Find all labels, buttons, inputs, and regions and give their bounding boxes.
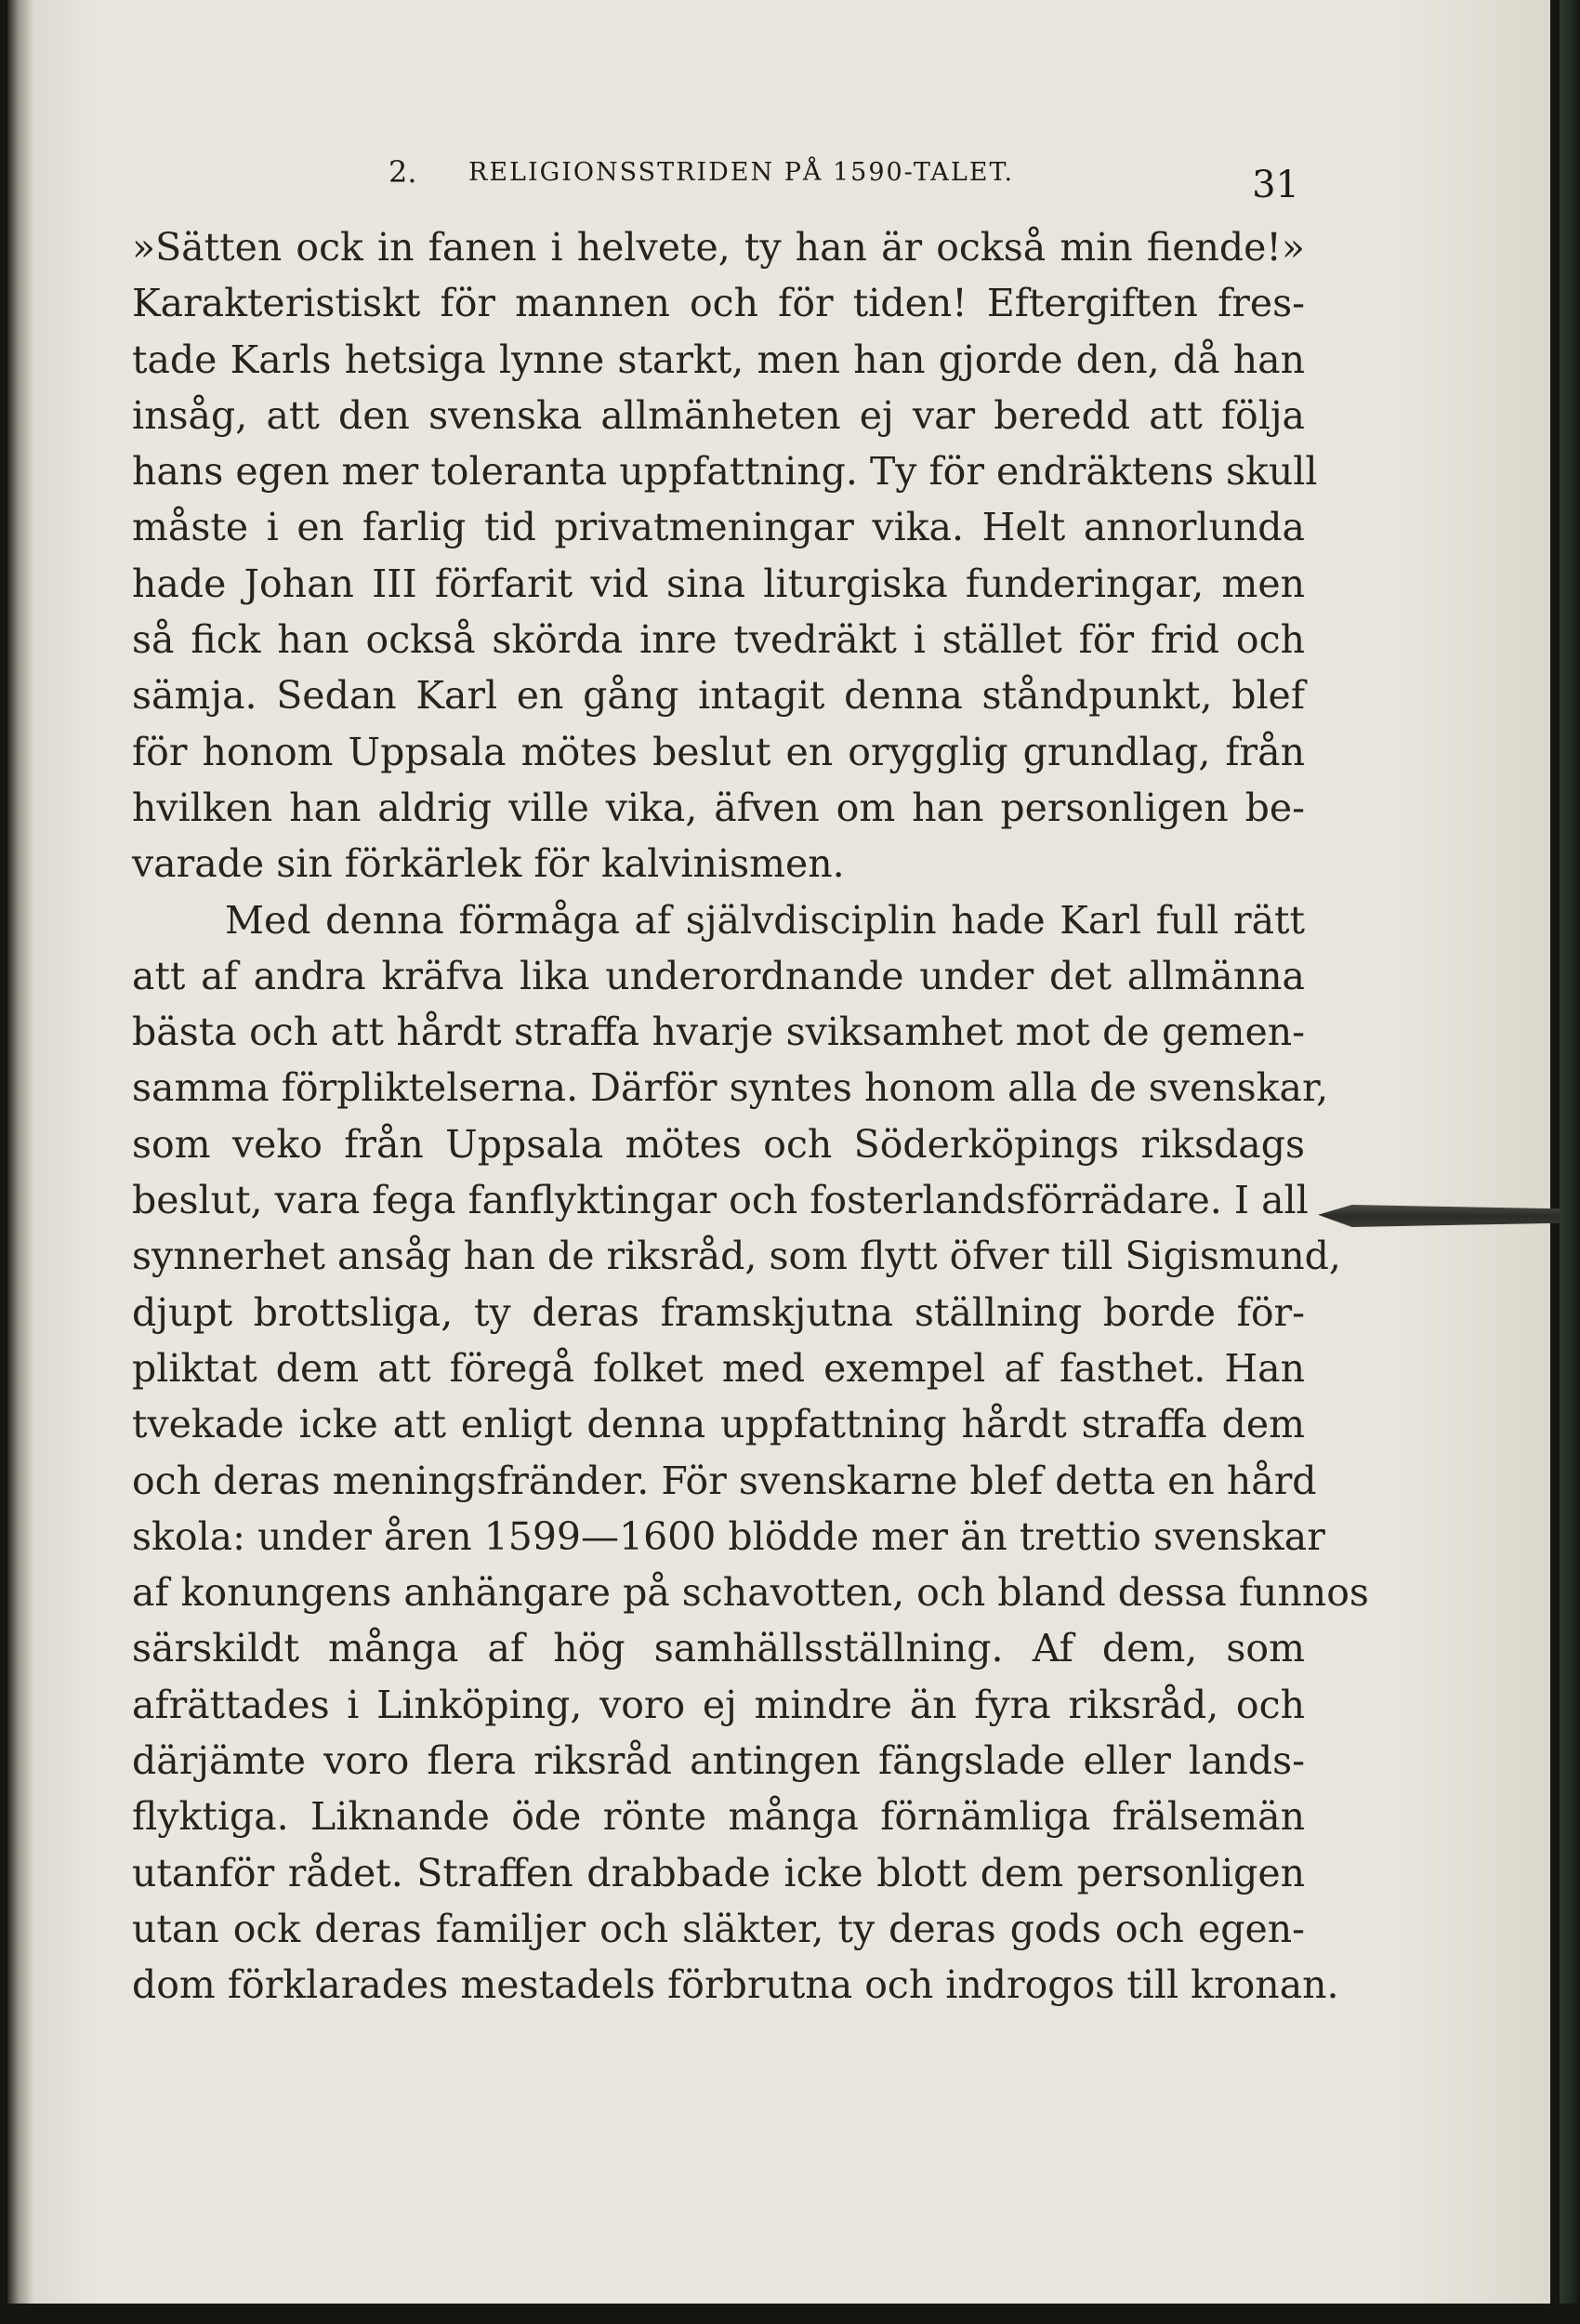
text-line: skola: under åren 1599—1600 blödde mer än trettio svenskar — [132, 1513, 1325, 1559]
text-line: hans egen mer toleranta uppfattning. Ty för endräktens skull — [132, 449, 1318, 495]
chapter-title: RELIGIONSSTRIDEN PÅ 1590-TALET. — [468, 158, 1015, 187]
text-line: afrättades i Linköping, voro ej mindre än fyra riksråd, och — [132, 1682, 1305, 1727]
paragraph-first-line: Med denna förmåga af självdisciplin hade Karl full rätt — [225, 897, 1305, 943]
text-line: varade sin förkärlek för kalvinismen. — [132, 841, 845, 887]
chapter-number: 2. — [388, 154, 417, 190]
text-line: synnerhet ansåg han de riksråd, som flytt öfver till Sigismund, — [132, 1234, 1341, 1279]
text-line: insåg, att den svenska allmänheten ej var beredd att följa — [132, 392, 1305, 438]
text-line: som veko från Uppsala mötes och Söderköpings riksdags — [132, 1121, 1305, 1167]
body-text — [132, 219, 1369, 2014]
text-line: för honom Uppsala mötes beslut en orygglig grundlag, från — [132, 729, 1305, 774]
running-header — [388, 151, 1299, 206]
text-line: bästa och att hårdt straffa hvarje sviksamhet mot de gemen- — [132, 1010, 1305, 1055]
text-line: utanför rådet. Straffen drabbade icke blott dem personligen — [132, 1850, 1305, 1895]
text-line: sämja. Sedan Karl en gång intagit denna ståndpunkt, blef — [132, 673, 1305, 719]
text-line: pliktat dem att föregå folket med exempel af fasthet. Han — [132, 1345, 1305, 1391]
page-gutter-shadow — [7, 0, 33, 2304]
bookmark-ribbon — [1318, 1205, 1561, 1227]
text-line: beslut, vara fega fanflyktingar och fosterlandsförrädare. I all — [132, 1178, 1309, 1223]
bottom-edge — [0, 2304, 1580, 2324]
text-line: af konungens anhängare på schavotten, och bland dessa funnos — [132, 1570, 1369, 1616]
text-line: samma förpliktelserna. Därför syntes honom alla de svenskar, — [132, 1065, 1329, 1111]
text-line: särskildt många af hög samhällsställning. Af dem, som — [132, 1626, 1305, 1671]
text-line: flyktiga. Liknande öde rönte många förnämliga frälsemän — [132, 1794, 1305, 1840]
text-line: »Sätten ock in fanen i helvete, ty han är också min fiende!» — [132, 225, 1305, 270]
text-line: Karakteristiskt för mannen och för tiden! Eftergiften fres- — [132, 281, 1305, 326]
text-line: hvilken han aldrig ville vika, äfven om han personligen be- — [132, 785, 1305, 830]
text-line: måste i en farlig tid privatmeningar vika. Helt annorlunda — [132, 505, 1305, 550]
text-line: utan ock deras familjer och släkter, ty deras gods och egen- — [132, 1906, 1305, 1951]
page-number: 31 — [1252, 164, 1299, 206]
text-line: tade Karls hetsiga lynne starkt, men han gjorde den, då han — [132, 337, 1305, 382]
text-line: att af andra kräfva lika underordnande under det allmänna — [132, 953, 1305, 998]
text-line: hade Johan III förfarit vid sina liturgiska funderingar, men — [132, 561, 1305, 606]
text-line: och deras meningsfränder. För svenskarne blef detta en hård — [132, 1458, 1317, 1503]
text-line: därjämte voro flera riksråd antingen fängslade eller lands- — [132, 1738, 1305, 1784]
text-line: så fick han också skörda inre tvedräkt i stället för frid och — [132, 617, 1305, 663]
text-line: tvekade icke att enligt denna uppfattning hårdt straffa dem — [132, 1402, 1305, 1447]
book-spine-edge — [1560, 0, 1580, 2324]
text-line: dom förklarades mestadels förbrutna och indrogos till kronan. — [132, 1962, 1339, 2008]
text-line: djupt brottsliga, ty deras framskjutna ställning borde för- — [132, 1289, 1305, 1335]
book-page — [7, 0, 1550, 2304]
